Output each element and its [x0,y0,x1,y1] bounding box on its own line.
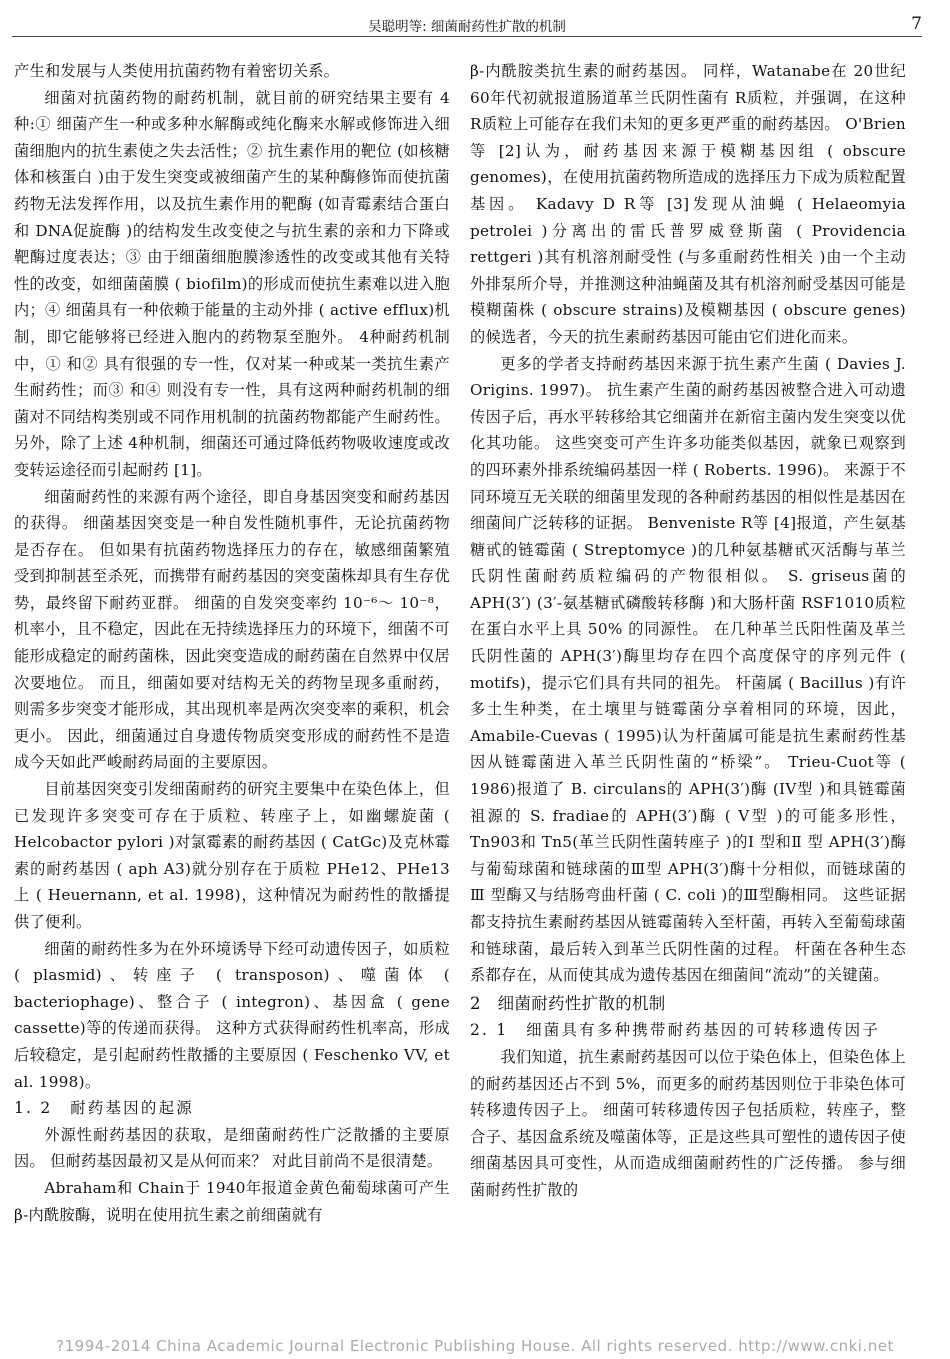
left-column [14,58,450,1228]
paragraph: 外源性耐药基因的获取，是细菌耐药性广泛散播的主要原因。 但耐药基因最初又是从何而来？ 对此目前尚不是很清楚。 [14,1125,450,1171]
section-heading: 2 细菌耐药性扩散的机制 [470,993,666,1013]
running-title: 吴聪明等: 细菌耐药性扩散的机制 [368,19,566,35]
running-header [12,14,922,37]
paragraph: 目前基因突变引发细菌耐药的研究主要集中在染色体上，但已发现许多突变可存在于质粒、转座子上，如幽螺旋菌 ( Helcobactor pylori )对氯霉素的耐药基因 ( CatGc)及克林霉素的耐药基因 ( aph A3)就分别存在于质粒 PHe12、PHe13上 ( Heuernann, et al. 1998)，这种情况为耐药性的散播提供了便利。 [14,780,450,931]
paragraph-continued: 产生和发展与人类使用抗菌药物有着密切关系。 [14,62,340,80]
paragraph: 细菌对抗菌药物的耐药机制，就目前的研究结果主要有 4种:① 细菌产生一种或多种水解酶或纯化酶来水解或修饰进入细菌细胞内的抗生素使之失去活性；② 抗生素作用的靶位 (如核糖体和核蛋白 )由于发生突变或被细菌产生的某种酶修饰而使抗菌药物无法发挥作用，以及抗生素作用的靶酶 (如青霉素结合蛋白和 DNA促旋酶 )的结构发生改变使之与抗生素的亲和力下降或靶酶过度表达；③ 由于细菌细胞膜渗透性的改变或其他有关特性的改变，如细菌菌膜 ( biofilm)的形成而使抗生素难以进入胞内；④ 细菌具有一种依赖于能量的主动外排 ( active efflux)机制，即它能够将已经进入胞内的药物泵至胞外。 4种耐药机制中，① 和② 具有很强的专一性，仅对某一种或某一类抗生素产生耐药性；而③ 和④ 则没有专一性，具有这两种耐药机制的细菌对不同结构类别或不同作用机制的抗菌药物都能产生耐药性。 另外，除了上述 4种机制，细菌还可通过降低药物吸收速度或改变转运途径而引起耐药 [1]。 [14,88,450,479]
right-column [470,58,906,1204]
paragraph-continued: β-内酰胺类抗生素的耐药基因。 同样，Watanabe在 20世纪 60年代初就报道肠道革兰氏阴性菌有 R质粒，并强调，在这种 R质粒上可能存在我们未知的更多更严重的耐药基因。 O'Brien等 [2]认为，耐药基因来源于模糊基因组 ( obscure genomes)，在使用抗菌药物所造成的选择压力下成为质粒配置基因。 Kadavy D R等 [3]发现从油蝇 ( Helaeomyia petrolei )分离出的雷氏普罗威登斯菌 ( Providencia rettgeri )其有机溶剂耐受性 (与多重耐药性相关 )由一个主动外排泵所介导，并推测这种油蝇菌及其有机溶剂耐受基因可能是模糊菌株 ( obscure strains)及模糊基因 ( obscure genes)的候选者，今天的抗生素耐药基因可能由它们进化而来。 [470,62,906,346]
paragraph: 细菌耐药性的来源有两个途径，即自身基因突变和耐药基因的获得。 细菌基因突变是一种自发性随机事件，无论抗菌药物是否存在。 但如果有抗菌药物选择压力的存在，敏感细菌繁殖受到抑制甚至杀死，而携带有耐药基因的突变菌株却具有生存优势，最终留下耐药亚群。 细菌的自发突变率约 10⁻⁶～ 10⁻⁸，机率小，且不稳定，因此在无持续选择压力的环境下，细菌不可能形成稳定的耐药菌株，因此突变造成的耐药菌在自然界中仅居次要地位。 而且，细菌如要对结构无关的药物呈现多重耐药，则需多步突变才能形成，其出现机率是两次突变率的乘积，机会更小。 因此，细菌通过自身遗传物质突变形成的耐药性不是造成今天如此严峻耐药局面的主要原因。 [14,487,450,772]
page-number: 7 [911,14,922,34]
paragraph: 更多的学者支持耐药基因来源于抗生素产生菌 ( Davies J. Origins. 1997)。 抗生素产生菌的耐药基因被整合进入可动遗传因子后，再水平转移给其它细菌并在新宿主菌内发生突变以优化其功能。 这些突变可产生许多功能类似基因，就象已观察到的四环素外排系统编码基因一样 ( Roberts. 1996)。 来源于不同环境互无关联的细菌里发现的各种耐药基因的相似性是基因在细菌间广泛转移的证据。 Benveniste R等 [4]报道，产生氨基糖甙的链霉菌 ( Streptomyce )的几种氨基糖甙灭活酶与革兰氏阴性菌耐药质粒编码的产物很相似。 S. griseus菌的 APH(3′) (3′-氨基糖甙磷酸转移酶 )和大肠杆菌 RSF1010质粒在蛋白水平上具 50% 的同源性。 在几种革兰氏阳性菌及革兰氏阴性菌的 APH(3′)酶里均存在四个高度保守的序列元件 ( motifs)，提示它们具有共同的祖先。 杆菌属 ( Bacillus )有许多土生种类，在土壤里与链霉菌分享着相同的环境，因此，Amabile-Cuevas ( 1995)认为杆菌属可能是抗生素耐药性基因从链霉菌进入革兰氏阴性菌的“桥梁”。 Trieu-Cuot等 ( 1986)报道了 B. circulans的 APH(3′)酶 (IV型 )和具链霉菌祖源的 S. fradiae的 APH(3′)酶 ( V型 )的可能多形性，Tn903和 Tn5(革兰氏阴性菌转座子 )的Ⅰ 型和Ⅱ 型 APH(3′)酶与葡萄球菌和链球菌的Ⅲ型 APH(3′)酶十分相似，而链球菌的Ⅲ 型酶又与结肠弯曲杆菌 ( C. coli )的Ⅲ型酶相同。 这些证据都支持抗生素耐药基因从链霉菌转入至杆菌，再转入至葡萄球菌和链球菌，最后转入到革兰氏阴性菌的过程。 杆菌在各种生态系都存在，从而使其成为遗传基因在细菌间“流动”的关键菌。 [470,354,906,985]
subsection-heading: 1. 2 耐药基因的起源 [14,1099,194,1118]
paragraph: 细菌的耐药性多为在外环境诱导下经可动遗传因子，如质粒 ( plasmid)、转座子 ( transposon)、噬菌体 ( bacteriophage)、整合子 ( integron)、基因盒 ( gene cassette)等的传递而获得。 这种方式获得耐药性机率高，形成后较稳定，是引起耐药性散播的主要原因 ( Feschenko VV, et al. 1998)。 [14,939,450,1091]
paragraph: 我们知道，抗生素耐药基因可以位于染色体上，但染色体上的耐药基因还占不到 5%，而更多的耐药基因则位于非染色体可转移遗传因子上。 细菌可转移遗传因子包括质粒，转座子，整合子、基因盒系统及噬菌体等，正是这些具可塑性的遗传因子使细菌基因具可变性，从而造成细菌耐药性的广泛传播。 参与细菌耐药性扩散的 [470,1047,906,1199]
subsection-heading: 2. 1 细菌具有多种携带耐药基因的可转移遗传因子 [470,1021,881,1040]
copyright-watermark: ?1994-2014 China Academic Journal Electronic Publishing House. All rights reserved. http://www.cnki.net [56,1337,894,1355]
paragraph: Abraham和 Chain于 1940年报道金黄色葡萄球菌可产生β-内酰胺酶，说明在使用抗生素之前细菌就有 [14,1178,450,1224]
